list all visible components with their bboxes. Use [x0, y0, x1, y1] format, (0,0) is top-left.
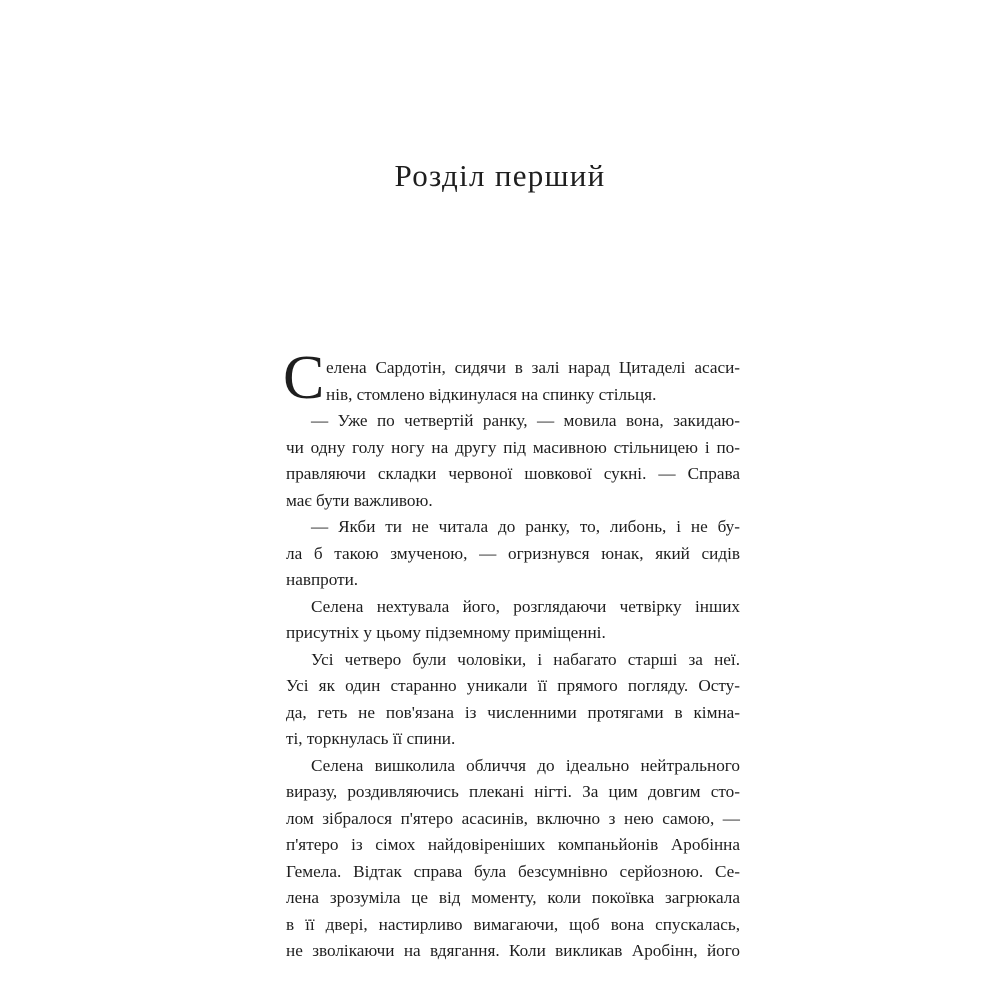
- text-line: має бути важливою.: [286, 490, 433, 510]
- body-text: [283, 344, 740, 965]
- text-line: Гемела. Відтак справа була безсумнівно серйозною. Се-: [286, 861, 740, 881]
- text-line: да, геть не пов'язана із численними протягами в кімна-: [286, 702, 740, 722]
- chapter-title: Розділ перший: [394, 158, 606, 193]
- text-line: Усі четверо були чоловіки, і набагато старші за неї.: [311, 649, 740, 669]
- text-line: навпроти.: [286, 570, 359, 589]
- text-line: правляючи складки червоної шовкової сукні. — Справа: [286, 464, 740, 483]
- text-line: Усі як один старанно уникали її прямого погляду. Осту-: [286, 676, 740, 695]
- text-line: Селена вишколила обличчя до ідеально нейтрального: [311, 755, 740, 775]
- text-line: в її двері, настирливо вимагаючи, щоб вона спускалась,: [286, 914, 740, 934]
- text-line: п'ятеро із сімох найдовіреніших компаньйонів Аробінна: [286, 835, 740, 854]
- text-line: Селена нехтувала його, розглядаючи четвірку інших: [311, 596, 740, 616]
- text-line: чи одну голу ногу на другу під масивною стільницею і по-: [286, 437, 740, 457]
- text-line: нів, стомлено відкинулася на спинку стільця.: [326, 384, 657, 404]
- text-line: елена Сардотін, сидячи в залі нарад Цитаделі асаси-: [326, 358, 740, 377]
- text-line: — Якби ти не читала до ранку, то, либонь, і не бу-: [311, 517, 740, 536]
- text-line: — Уже по четвертій ранку, — мовила вона, закидаю-: [311, 411, 740, 430]
- text-line: ті, торкнулась її спини.: [286, 729, 456, 748]
- text-line: виразу, роздивляючись плекані нігті. За цим довгим сто-: [286, 782, 740, 801]
- text-line: лена зрозуміла це від моменту, коли покоївка загрюкала: [286, 888, 740, 907]
- text-line: лом зібралося п'ятеро асасинів, включно з нею самою, —: [286, 808, 740, 828]
- text-line: ла б такою змученою, — огризнувся юнак, який сидів: [286, 543, 740, 563]
- text-line: присутніх у цьому підземному приміщенні.: [286, 623, 606, 642]
- text-line: не зволікаючи на вдягання. Коли викликав Аробінн, його: [286, 941, 740, 960]
- drop-cap: С: [283, 344, 325, 412]
